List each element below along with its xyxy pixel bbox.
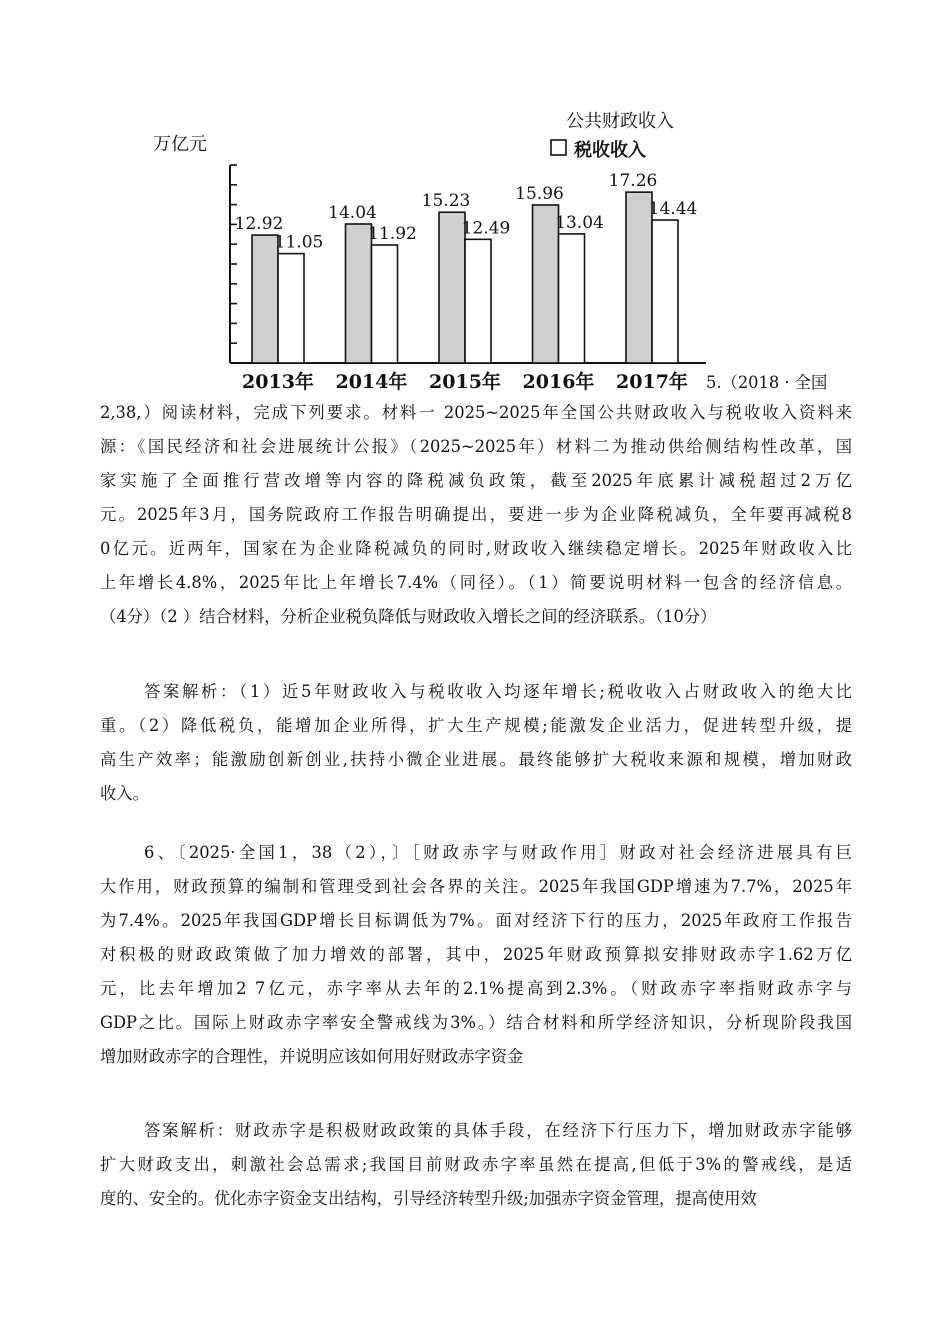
text-line: 重。（2）降低税负，能增加企业所得，扩大生产规模;能激发企业活力，促进转型升级，提 <box>100 716 852 735</box>
bar <box>252 235 278 363</box>
text-line: 度的、安全的。优化赤字资金支出结构，引导经济转型升级;加强赤字资金管理，提高使用效 <box>100 1189 757 1208</box>
text-line: （4分）（2 ）结合材料，分析企业税负降低与财政收入增长之间的经济联系。（10分） <box>100 607 717 626</box>
bar <box>652 220 678 363</box>
data-label: 14.44 <box>648 199 698 220</box>
text-line: 源：《国民经济和社会进展统计公报》（2025~2025年）材料二为推动供给侧结构性改革，国 <box>100 437 852 456</box>
data-label: 13.04 <box>555 212 604 233</box>
text-line: 对积极的财政政策做了加力增效的部署，其中，2025年财政预算拟安排财政赤字1.62万亿 <box>100 945 852 964</box>
bar <box>559 234 585 363</box>
question6-body <box>100 836 852 1074</box>
text-line: 6、〔2025·全国1，38（2），〕［财政赤字与财政作用］财政对社会经济进展具有巨 <box>144 843 852 862</box>
x-tick-label: 2014年 <box>335 371 408 393</box>
text-line: 上年增长4.8%，2025年比上年增长7.4%（同径）。（1）简要说明材料一包含的经济信息。 <box>100 573 852 592</box>
x-tick-label: 2017年 <box>616 371 688 393</box>
legend-swatch <box>551 140 566 155</box>
bar <box>278 254 304 363</box>
text-line: 0亿元。近两年，国家在为企业降税减负的同时,财政收入继续稳定增长。2025年财政收入比 <box>100 539 852 558</box>
text-line: 增加财政赤字的合理性，并说明应该如何用好财政赤字资金 <box>100 1047 524 1066</box>
text-line: GDP之比。国际上财政赤字率安全警戒线为3%。）结合材料和所学经济知识，分析现阶段我国 <box>100 1013 852 1032</box>
text-line: 收入。 <box>100 784 149 803</box>
question5-body <box>100 396 852 634</box>
data-label: 11.92 <box>368 223 417 244</box>
data-label: 15.23 <box>421 191 471 212</box>
data-label: 17.26 <box>608 171 658 192</box>
bar <box>346 224 372 363</box>
data-label: 15.96 <box>515 183 564 204</box>
bar <box>465 239 491 363</box>
text-line: 扩大财政支出，刺激社会总需求;我国目前财政赤字率虽然在提高,但低于3%的警戒线，是适 <box>100 1155 852 1174</box>
y-axis-label: 万亿元 <box>153 134 207 155</box>
text-line: 元，比去年增加2 7亿元，赤字率从去年的2.1%提高到2.3%。（财政赤字率指财政赤字与 <box>100 979 852 998</box>
legend-entry: 税收收入 <box>574 140 646 161</box>
legend-title: 公共财政收入 <box>566 111 674 132</box>
data-label: 14.04 <box>328 203 377 224</box>
x-tick-label: 2016年 <box>522 371 595 393</box>
answer6-body <box>100 1114 852 1216</box>
y-axis-ticks <box>230 165 237 363</box>
answer5-body <box>100 675 852 811</box>
x-tick-labels <box>242 370 688 393</box>
data-label: 12.49 <box>461 218 511 239</box>
text-line: 家实施了全面推行营改增等内容的降税减负政策，截至2025年底累计减税超过2万亿 <box>100 471 852 490</box>
text-line: 高生产效率；能激励创新创业,扶持小微企业进展。最终能够扩大税收来源和规模，增加财政 <box>100 750 852 769</box>
x-tick-label: 2015年 <box>429 371 501 393</box>
question5-tag: 5.（2018 · 全国 <box>706 373 828 392</box>
data-label: 11.05 <box>274 232 324 253</box>
text-line: 答案解析：（1）近5年财政收入与税收收入均逐年增长;税收收入占财政收入的绝大比 <box>144 682 852 701</box>
bar <box>372 245 398 363</box>
text-line: 元。2025年3月，国务院政府工作报告明确提出，要进一步为企业降税减负，全年要再减税8 <box>100 505 853 524</box>
text-line: 2,38,）阅读材料，完成下列要求。材料一 2025~2025年全国公共财政收入与税收收入资料来 <box>100 403 852 422</box>
text-line: 为7.4%。2025年我国GDP增长目标调低为7%。面对经济下行的压力，2025年政府工作报告 <box>100 911 852 930</box>
data-label: 12.92 <box>234 214 284 235</box>
text-line: 大作用，财政预算的编制和管理受到社会各界的关注。2025年我国GDP增速为7.7%，2025年 <box>100 877 852 896</box>
x-tick-label: 2013年 <box>242 371 314 393</box>
bars-group <box>235 171 698 363</box>
text-line: 答案解析：财政赤字是积极财政政策的具体手段，在经济下行压力下，增加财政赤字能够 <box>144 1121 852 1140</box>
revenue-bar-chart <box>0 0 950 400</box>
